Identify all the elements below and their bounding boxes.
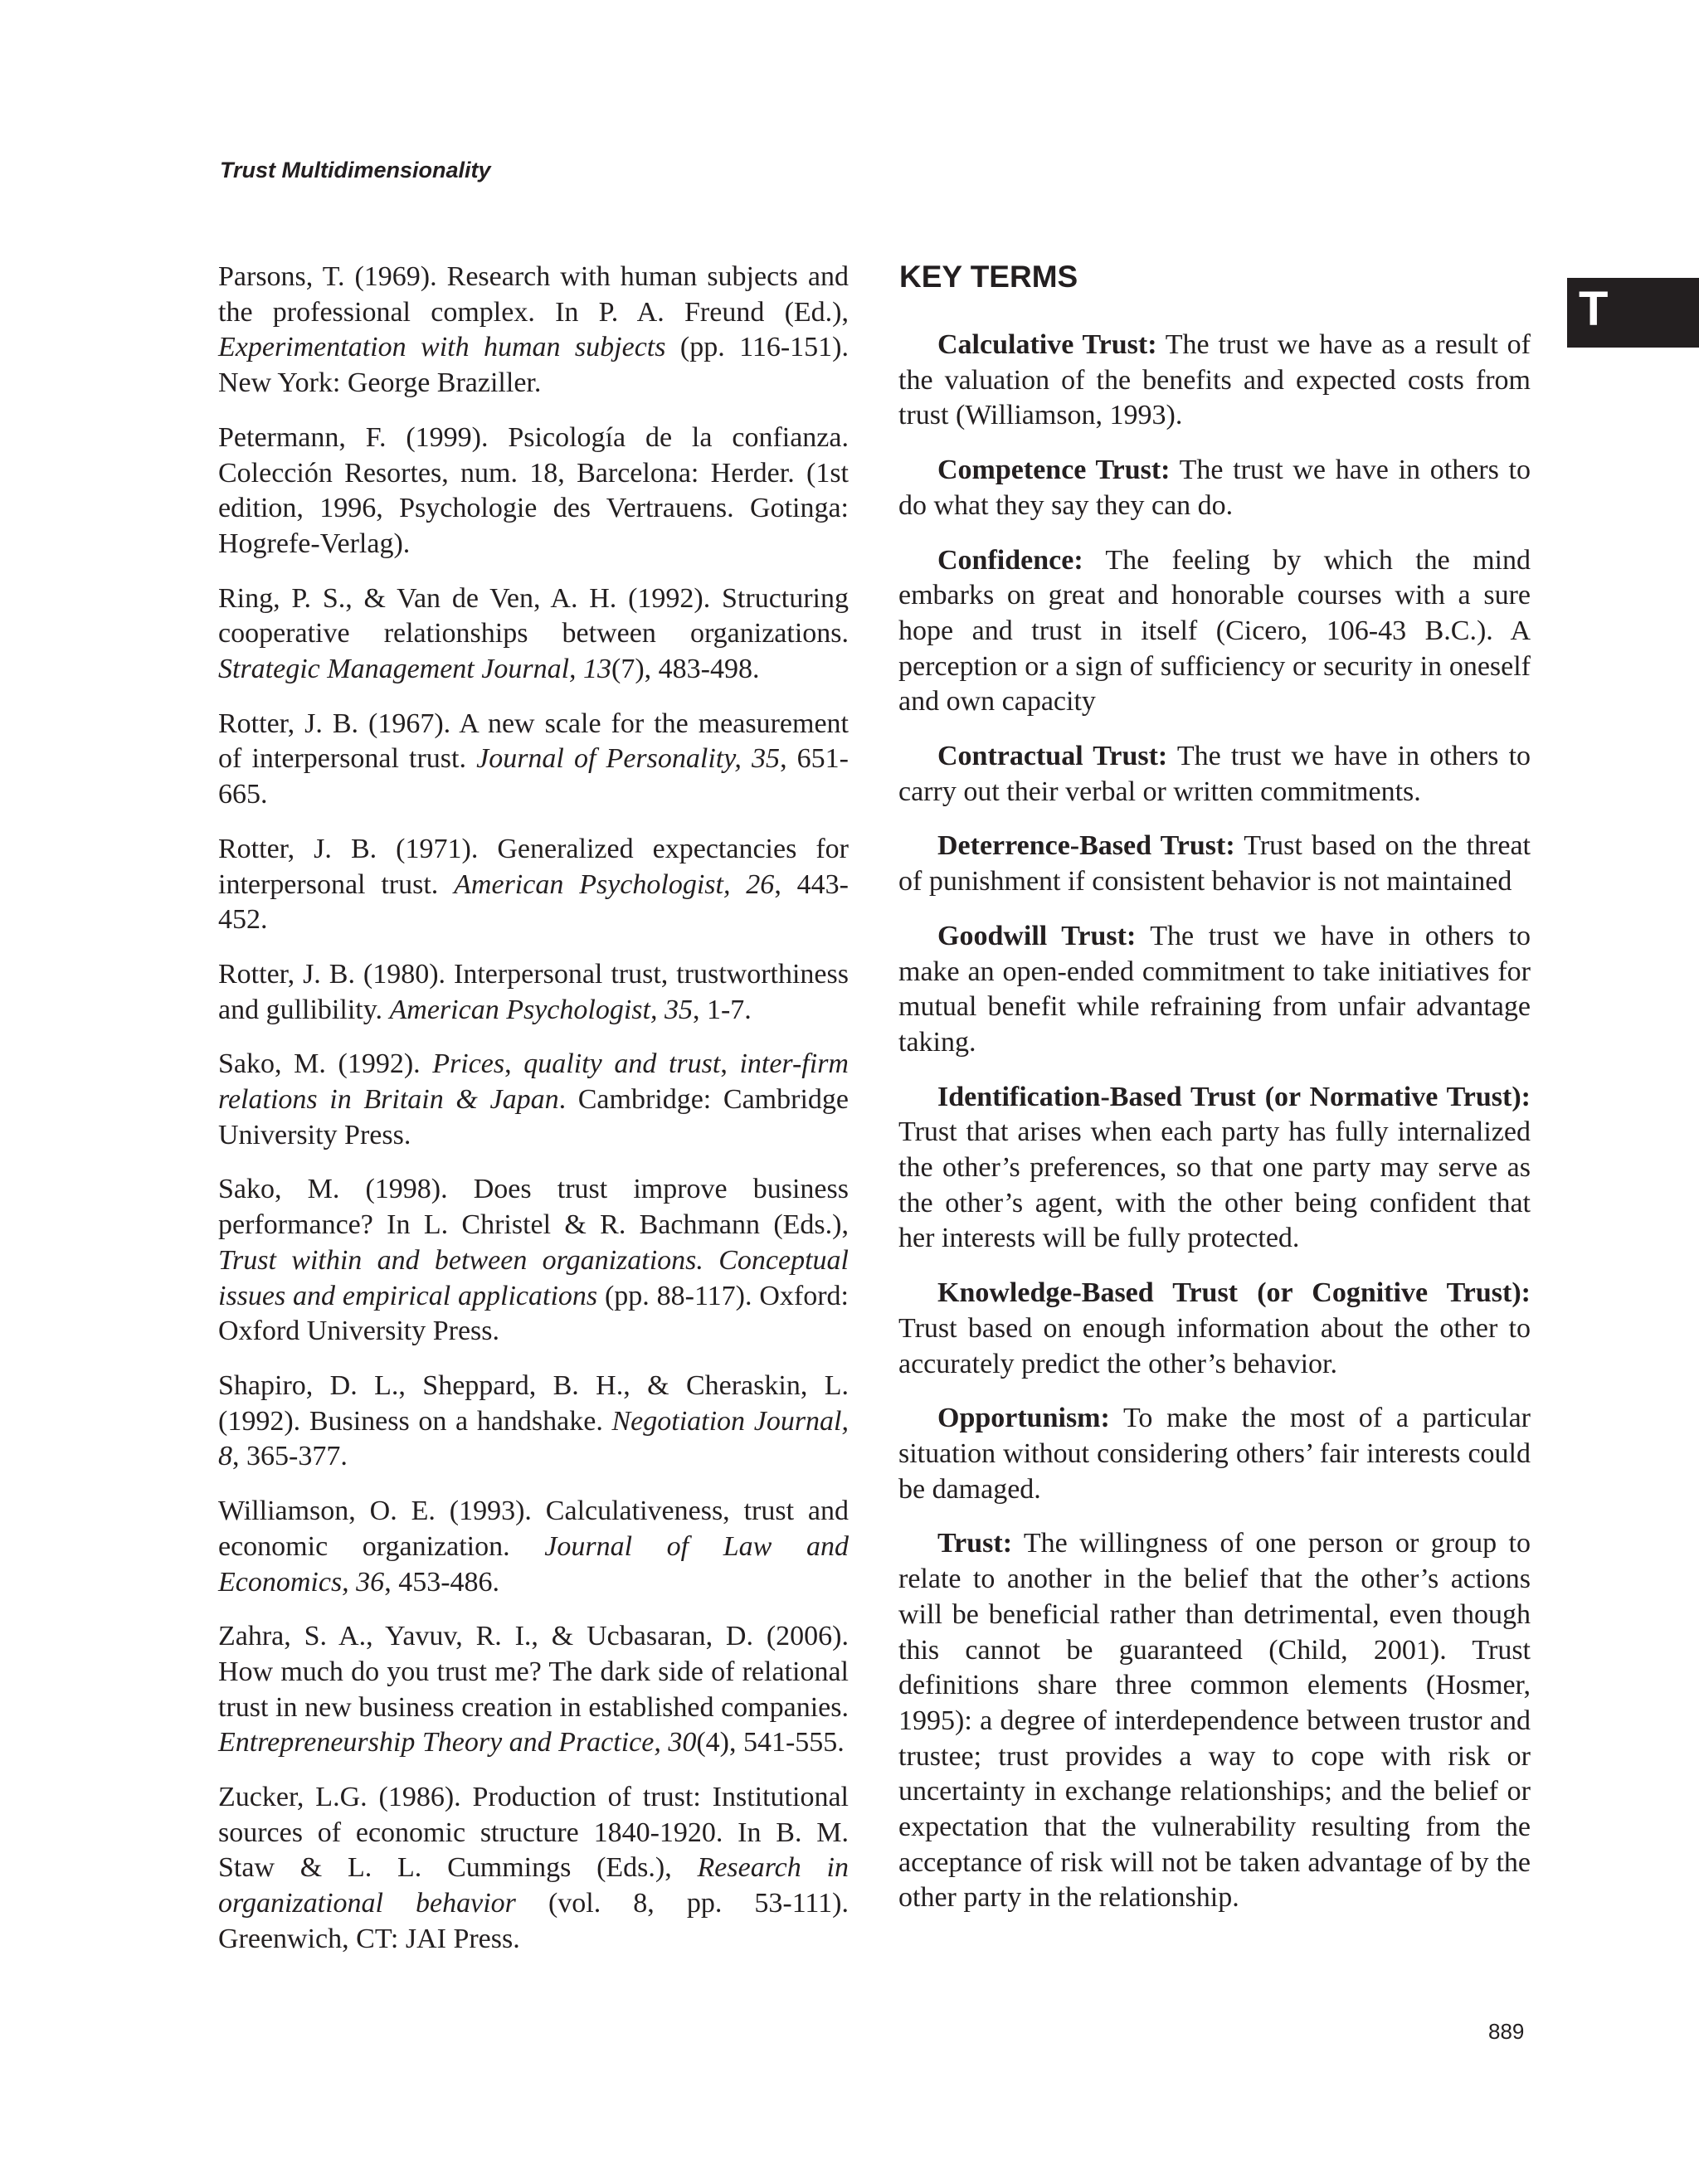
reference-text: (vol. 8, pp. 53-111). Greenwich, CT: JAI Press. (218, 1888, 849, 1954)
key-terms-column (898, 260, 1531, 1935)
key-term-name: Calculative Trust: (937, 329, 1157, 360)
reference-title: Journal of Law and Economics, 36 (218, 1530, 849, 1598)
reference-entry (218, 1047, 849, 1153)
references-column (218, 260, 849, 1977)
reference-entry (218, 421, 849, 562)
key-term-entry (898, 1401, 1531, 1507)
key-term-entry (898, 829, 1531, 899)
reference-text: , (720, 1048, 740, 1080)
reference-text: , 365-377. (232, 1441, 348, 1472)
reference-text: , (504, 1048, 524, 1080)
reference-text: , 651-665. (218, 743, 850, 810)
reference-entry (218, 707, 849, 813)
reference-title: Experimentation with human subjects (218, 332, 666, 363)
key-term-definition: Trust based on the threat of punishment if consistent behavior is not maintained (898, 830, 1531, 897)
reference-text: , 443-452. (218, 868, 849, 936)
reference-text: Ring, P. S., & Van de Ven, A. H. (1992). Structuring cooperative relationships between organizations. (218, 582, 849, 649)
key-term-entry (898, 453, 1531, 523)
reference-entry (218, 1369, 849, 1475)
key-term-definition: The trust we have as a result of the valuation of the benefits and expected costs from trust (Williamson, 1993). (898, 329, 1531, 431)
key-term-name: Competence Trust: (937, 455, 1171, 486)
key-term-entry (898, 543, 1531, 721)
page-number: 889 (1488, 2019, 1525, 2044)
key-term-definition: Trust that arises when each party has fully internalized the other’s preferences, so that one party may serve as the other’s agent, with the other being confident that her interests will be fully protected. (898, 1116, 1531, 1254)
key-term-entry (898, 1526, 1531, 1916)
key-term-definition: The feeling by which the mind embarks on great and honorable courses with a sure hope and trust in itself (Cicero, 106-43 B.C.). A perception or a sign of sufficiency or security in oneself and own capacity (898, 544, 1531, 717)
reference-entry (218, 832, 849, 938)
reference-title: Prices (432, 1048, 505, 1080)
section-tab-letter: T (1579, 282, 1609, 336)
reference-text: Petermann, F. (1999). Psicología de la confianza. Colección Resortes, num. 18, Barcelona: Herder. (1st edition, 1996, Psychologie des Vertrauens. Gotinga: Hogrefe-Verlag). (218, 421, 849, 559)
reference-text: Sako, M. (1998). Does trust improve business performance? In L. Christel & R. Bachmann (Eds.), (218, 1174, 849, 1241)
key-term-name: Contractual Trust: (937, 741, 1168, 772)
reference-entry (218, 957, 849, 1028)
reference-entry (218, 260, 849, 401)
reference-text: Rotter, J. B. (1980). Interpersonal trust, trustworthiness and gullibility. (218, 958, 849, 1025)
key-term-name: Confidence: (937, 544, 1083, 576)
reference-text: (7), 483-498. (611, 654, 760, 685)
reference-text: Sako, M. (1992). (218, 1048, 433, 1080)
reference-entry (218, 1172, 849, 1350)
reference-text: Zucker, L.G. (1986). Production of trust: Institutional sources of economic structure 1840-1920. In B. M. Staw & L. L. Cummings (Eds.), (218, 1782, 849, 1884)
reference-entry (218, 1619, 849, 1761)
key-term-name: Knowledge-Based Trust (or Cognitive Trust): (937, 1277, 1531, 1309)
key-term-name: Identification-Based Trust (or Normative Trust): (937, 1081, 1531, 1112)
reference-text: (pp. 88-117). Oxford: Oxford University Press. (218, 1280, 849, 1347)
section-tab (1567, 278, 1699, 348)
key-term-entry (898, 919, 1531, 1061)
reference-text: , 1-7. (692, 994, 752, 1025)
key-term-definition: The trust we have in others to do what they say they can do. (898, 455, 1531, 521)
reference-title: Strategic Management Journal, 13 (218, 654, 612, 685)
reference-title: American Psychologist, 26 (454, 868, 775, 900)
reference-text: Rotter, J. B. (1967). A new scale for the measurement of interpersonal trust. (218, 708, 849, 775)
reference-text: Rotter, J. B. (1971). Generalized expectancies for interpersonal trust. (218, 833, 849, 900)
key-term-definition: The trust we have in others to carry out their verbal or written commitments. (898, 741, 1531, 807)
reference-entry (218, 1780, 849, 1958)
key-term-definition: The willingness of one person or group to relate to another in the belief that the other’s actions will be beneficial rather than detrimental, even though this cannot be guaranteed (Child, 2001). Trust definitions share three common elements (Hosmer, 1995): a degree of interdependence between trustor and trustee; trust provides a way to cope with risk or uncertainty in exchange relationships; and the belief or expectation that the vulnerability resulting from the acceptance of risk will not be taken advantage of by the other party in the relationship. (898, 1528, 1531, 1914)
reference-text: Zahra, S. A., Yavuv, R. I., & Ucbasaran, D. (2006). How much do you trust me? The dark side of relational trust in new business creation in established companies. (218, 1621, 849, 1723)
reference-text: (4), 541-555. (696, 1727, 845, 1758)
reference-text: , 453-486. (384, 1566, 500, 1598)
reference-text: . Cambridge: Cambridge University Press. (218, 1084, 849, 1150)
reference-text: (pp. 116-151). New York: George Braziller. (218, 332, 849, 399)
key-term-entry (898, 328, 1531, 434)
reference-entry (218, 581, 849, 688)
reference-title: quality and trust (523, 1048, 721, 1080)
key-term-definition: To make the most of a particular situation without considering others’ fair interests could be damaged. (898, 1403, 1531, 1505)
reference-text: Parsons, T. (1969). Research with human subjects and the professional complex. In P. A. Freund (Ed.), (218, 261, 849, 328)
reference-title: American Psychologist, 35 (389, 994, 693, 1025)
reference-title: Negotiation Journal, 8 (218, 1405, 849, 1472)
key-terms-heading: KEY TERMS (899, 260, 1078, 294)
key-term-entry (898, 1276, 1531, 1382)
reference-entry (218, 1494, 849, 1600)
reference-text: Williamson, O. E. (1993). Calculativeness, trust and economic organization. (218, 1496, 849, 1562)
key-term-definition: The trust we have in others to make an open-ended commitment to take initiatives for mutual benefit while refraining from unfair advantage taking. (898, 920, 1531, 1058)
key-term-name: Deterrence-Based Trust: (937, 830, 1235, 862)
key-term-entry (898, 1080, 1531, 1257)
reference-text: Shapiro, D. L., Sheppard, B. H., & Cheraskin, L. (1992). Business on a handshake. (218, 1369, 849, 1437)
key-term-name: Trust: (937, 1528, 1013, 1559)
reference-title: Trust within and between organizations. Conceptual issues and empirical applications (218, 1244, 849, 1311)
reference-title: Research in organizational behavior (218, 1852, 849, 1919)
key-term-name: Opportunism: (937, 1403, 1110, 1434)
running-head: Trust Multidimensionality (220, 158, 491, 182)
key-term-definition: Trust based on enough information about the other to accurately predict the other’s behavior. (898, 1312, 1531, 1379)
key-term-name: Goodwill Trust: (937, 920, 1137, 951)
key-term-entry (898, 739, 1531, 810)
reference-title: Journal of Personality, 35 (476, 743, 781, 775)
reference-title: inter-firm relations in Britain & Japan (218, 1048, 849, 1116)
reference-title: Entrepreneurship Theory and Practice, 30 (218, 1727, 697, 1758)
